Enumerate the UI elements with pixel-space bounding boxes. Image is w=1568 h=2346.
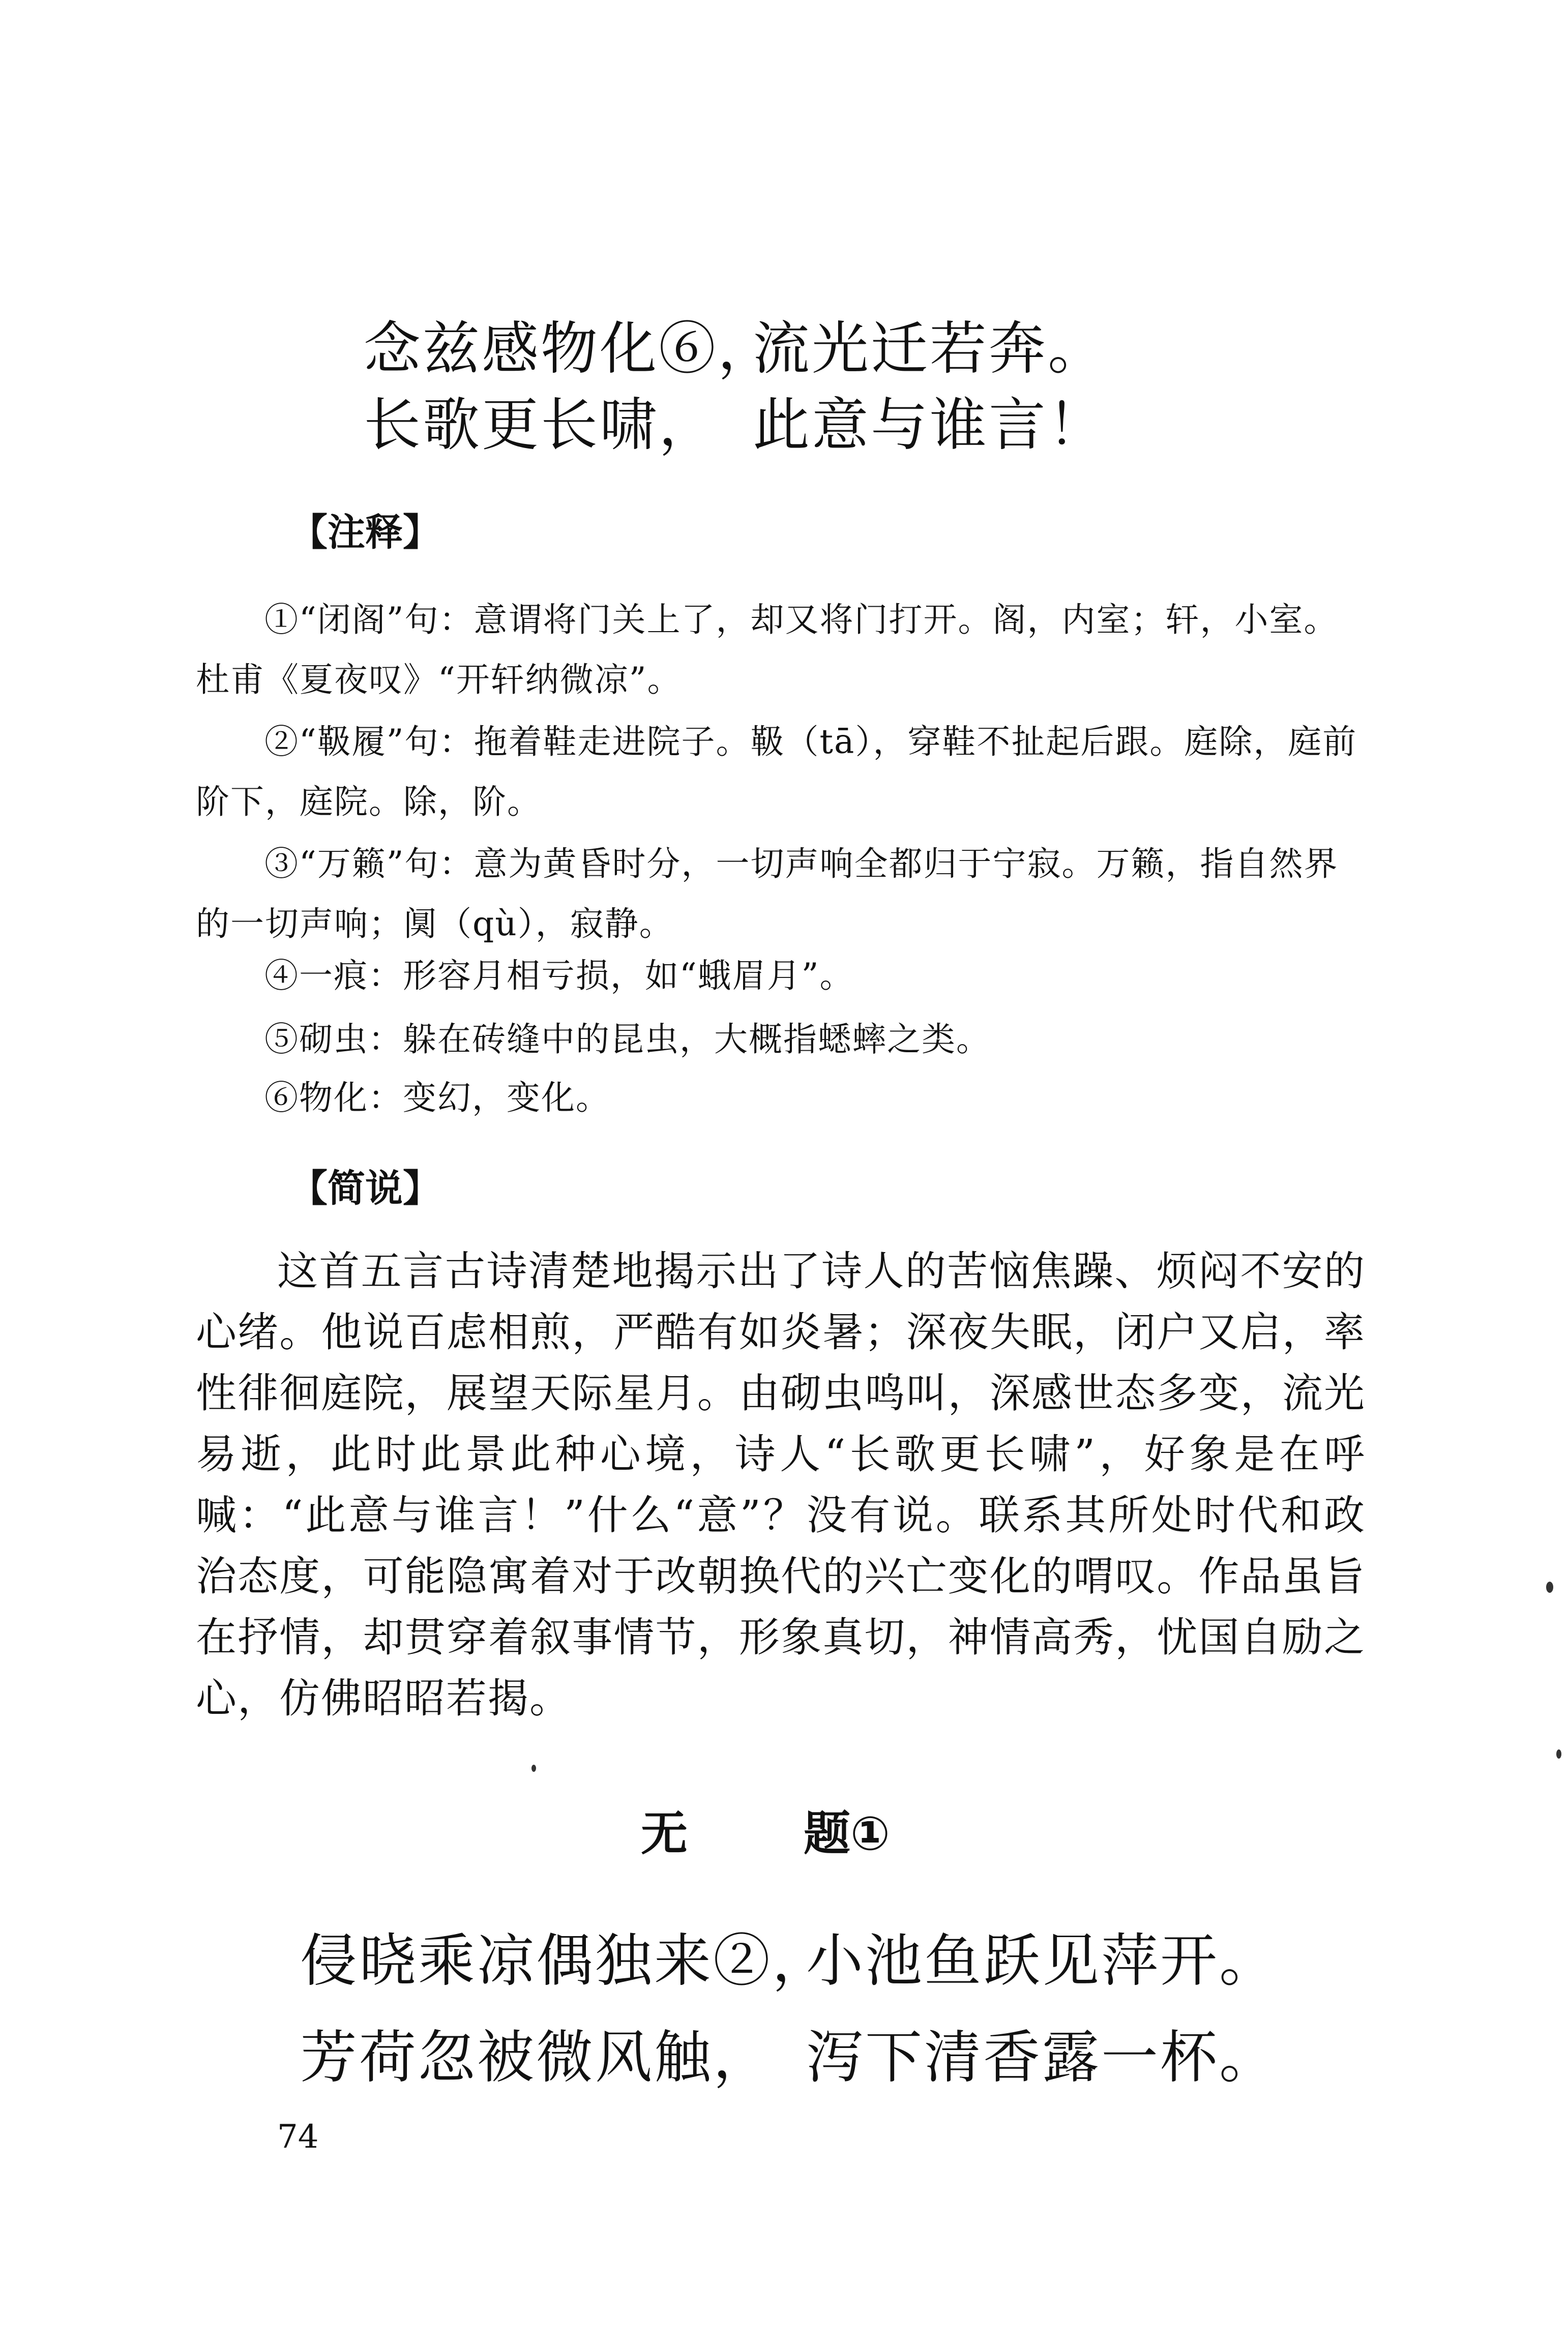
poem-half-line: 芳荷忽被微风触， xyxy=(300,2025,772,2091)
note-item: ⑥物化：变幻，变化。 xyxy=(264,1078,610,1117)
poem-half-line: 流光迁若奔。 xyxy=(753,316,1107,382)
scan-speck xyxy=(1546,1582,1553,1593)
poem-line xyxy=(364,392,1107,458)
poem-half-line: 小池鱼跃见萍开。 xyxy=(806,1928,1278,1994)
note-item: ④一痕：形容月相亏损，如“蛾眉月”。 xyxy=(264,956,854,995)
poem-title-part: 题① xyxy=(804,1806,890,1861)
commentary-paragraph: 这首五言古诗清楚地揭示出了诗人的苦恼焦躁、烦闷不安的心绪。他说百虑相煎，严酷有如炎暑；深夜失眠，闭户又启，率性徘徊庭院，展望天际星月。由砌虫鸣叫，深感世态多变，流光易逝，此时此景此种心境，诗人“长歌更长啸”，好象是在呼喊：“此意与谁言！”什么“意”？没有说。联系其所处时代和政治态度，可能隐寓着对于改朝换代的兴亡变化的喟叹。作品虽旨在抒情，却贯穿着叙事情节，形象真切，神情高秀，忧国自励之心，仿佛昭昭若揭。 xyxy=(196,1248,1366,1722)
poem-line xyxy=(300,1928,1278,1994)
note-item: ③“万籁”句：意为黄昏时分，一切声响全都归于宁寂。万籁，指自然界的一切声响；阒（qù），寂静。 xyxy=(196,844,1339,943)
note-item: ②“靸履”句：拖着鞋走进院子。靸（tā），穿鞋不扯起后跟。庭除，庭前阶下，庭院。除，阶。 xyxy=(196,722,1357,821)
poem-line xyxy=(364,316,1107,382)
poem-line xyxy=(300,2025,1278,2091)
commentary-heading: 【简说】 xyxy=(290,1167,440,1210)
scan-speck xyxy=(1556,1749,1561,1759)
poem-title-part: 无 xyxy=(641,1806,688,1861)
note-item: ⑤砌虫：躲在砖缝中的昆虫，大概指蟋蟀之类。 xyxy=(264,1020,991,1059)
note-item: ①“闭阁”句：意谓将门关上了，却又将门打开。阁，内室；轩，小室。杜甫《夏夜叹》“开轩纳微凉”。 xyxy=(196,600,1339,699)
poem-half-line: 长歌更长啸， xyxy=(364,392,718,458)
notes-heading: 【注释】 xyxy=(290,511,440,554)
scan-speck xyxy=(531,1765,536,1772)
page-number: 74 xyxy=(277,2118,319,2156)
poem-half-line: 侵晓乘凉偶独来②， xyxy=(300,1928,831,1994)
poem-half-line: 泻下清香露一杯。 xyxy=(806,2025,1278,2091)
poem-half-line: 念兹感物化⑥， xyxy=(364,316,777,382)
poem-half-line: 此意与谁言！ xyxy=(753,392,1107,458)
